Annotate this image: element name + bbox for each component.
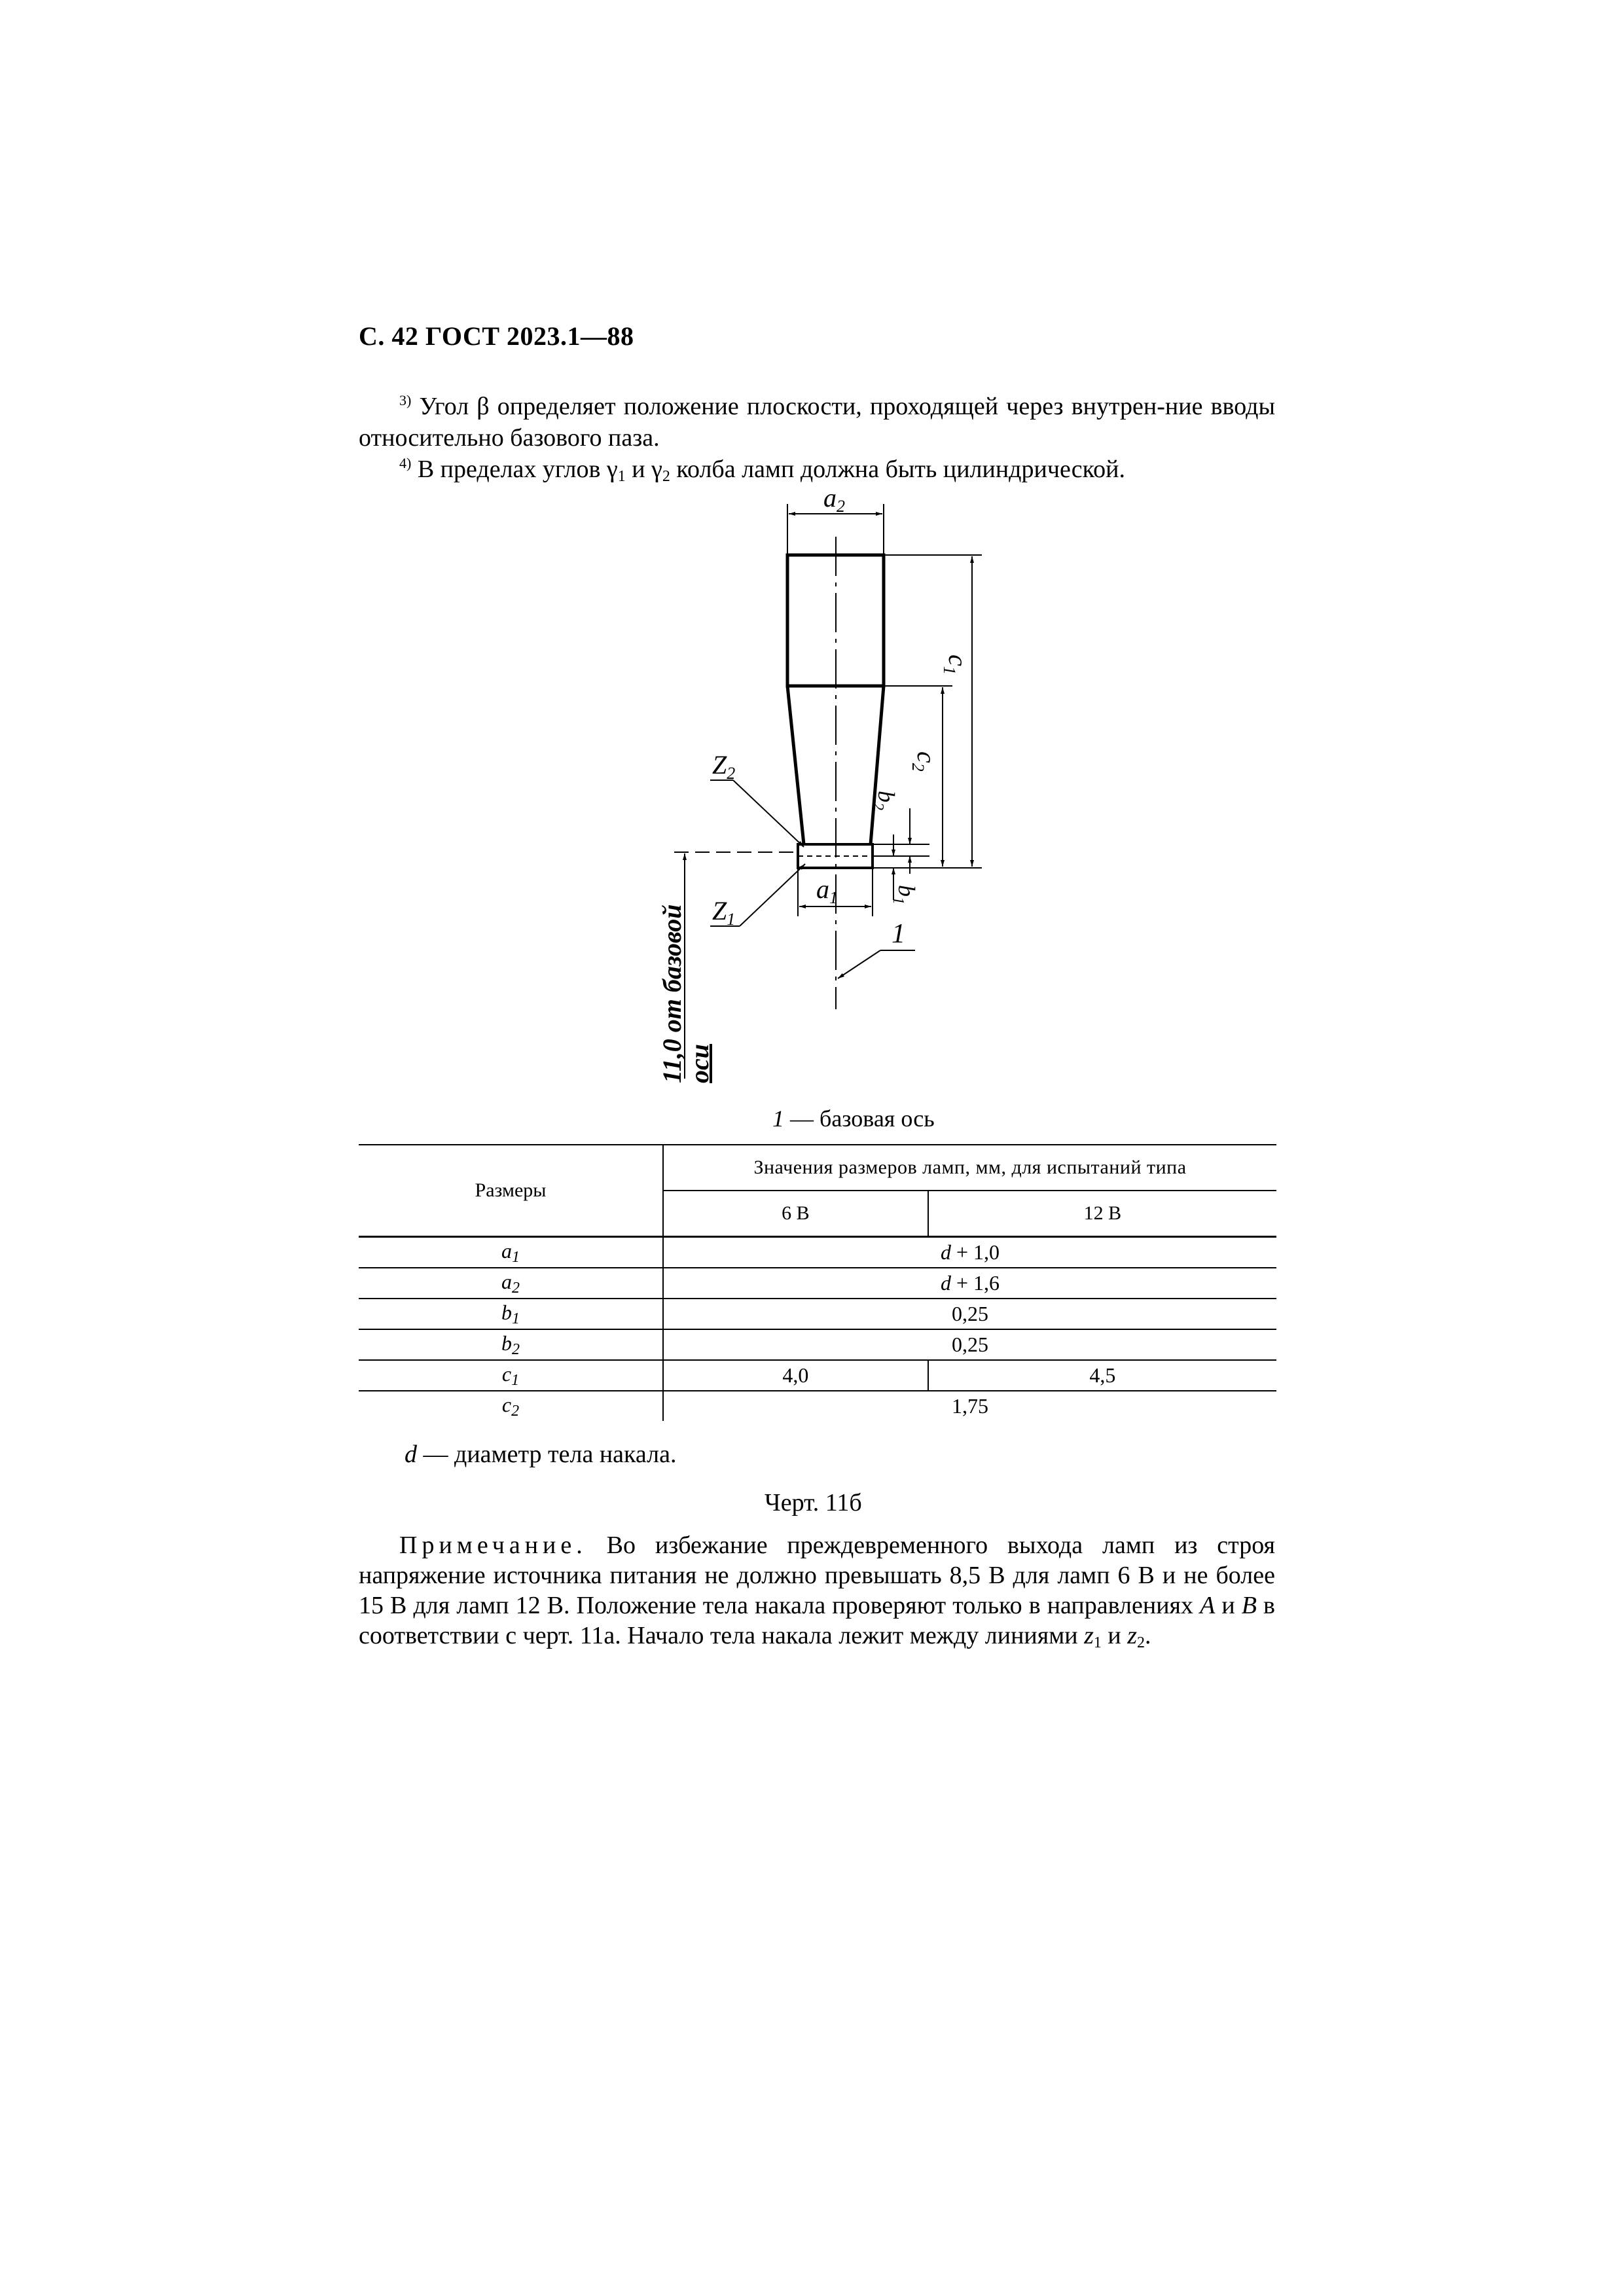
d-definition — [405, 1440, 676, 1469]
row-value-b1: 0,25 — [663, 1299, 1276, 1329]
row-name-a2: $a_2$ — [359, 1268, 663, 1299]
row-name-b2: $b_2$ — [359, 1329, 663, 1360]
z1-label: $Z_1$ — [712, 896, 736, 929]
row-value-c1-6v: 4,0 — [663, 1360, 928, 1391]
row-name-a1: $a_1$ — [359, 1237, 663, 1268]
table-header-12v: 12 В — [928, 1191, 1276, 1237]
d-symbol: d — [405, 1441, 417, 1468]
z2-label: $Z_2$ — [712, 750, 736, 783]
table-header-values: Значения размеров ламп, мм, для испытаний типа — [663, 1145, 1276, 1191]
note-end: . — [1145, 1622, 1151, 1649]
d-text: — диаметр тела накала. — [417, 1441, 677, 1468]
table-row — [359, 1268, 1276, 1299]
offset-label-2: оси — [685, 1044, 714, 1083]
drawing-legend — [772, 1105, 935, 1132]
row-value-a2 — [663, 1268, 1276, 1299]
figure-caption: Черт. 11б — [765, 1489, 862, 1516]
row-name-c1: $c_1$ — [359, 1360, 663, 1391]
b2-label: $b_2$ — [869, 791, 899, 810]
lamp-filament-drawing — [0, 0, 1622, 1113]
note-dir-b: B — [1241, 1592, 1257, 1619]
axis-marker-leader — [838, 950, 880, 978]
a2-label: $a_2$ — [823, 483, 845, 516]
table-row — [359, 1360, 1276, 1391]
offset-label: 11,0 от базовой — [657, 904, 687, 1083]
bulb-taper-right — [871, 686, 884, 844]
footnote-4-text-before: В пределах углов γ — [417, 456, 618, 483]
d-symbol: d — [940, 1240, 951, 1264]
z1-leader — [740, 864, 805, 926]
table-row — [359, 1299, 1276, 1329]
table-row — [359, 1329, 1276, 1360]
dimensions-table — [359, 1144, 1276, 1421]
legend-text: — базовая ось — [784, 1105, 935, 1132]
page-header: С. 42 ГОСТ 2023.1—88 — [359, 321, 634, 351]
footnote-4-sub1: 1 — [617, 468, 626, 485]
bulb-taper-left — [787, 686, 804, 844]
note-z2: z — [1127, 1622, 1138, 1649]
note-and: и — [1215, 1592, 1242, 1619]
value-rest: + 1,6 — [950, 1271, 1000, 1295]
value-rest: + 1,0 — [950, 1240, 1000, 1264]
note-z1-sub: 1 — [1093, 1634, 1102, 1651]
row-name-b1: $b_1$ — [359, 1299, 663, 1329]
footnote-4-sub2: 2 — [662, 468, 670, 485]
note-paragraph — [359, 1530, 1275, 1658]
row-value-c1-12v: 4,5 — [928, 1360, 1276, 1391]
table-row — [359, 1237, 1276, 1268]
row-name-c2: $c_2$ — [359, 1391, 663, 1421]
table-row — [359, 1391, 1276, 1421]
footnote-3-text: Угол β определяет положение плоскости, проходящей через внутрен-ние вводы относительно базового паза. — [359, 393, 1275, 452]
row-value-b2: 0,25 — [663, 1329, 1276, 1360]
note-dir-a: A — [1200, 1592, 1216, 1619]
note-text-2: в соответствии с черт. 11а. Начало тела накала лежит между линиями — [359, 1592, 1276, 1649]
legend-num: 1 — [772, 1105, 784, 1132]
row-value-a1 — [663, 1237, 1276, 1268]
table-header-sizes: Размеры — [359, 1145, 663, 1237]
footnote-4-text-after: колба ламп должна быть цилиндрической. — [670, 456, 1126, 483]
footnote-4-text-mid: и γ — [625, 456, 662, 483]
axis-marker-label: 1 — [892, 919, 905, 949]
note-z2-sub: 2 — [1137, 1634, 1145, 1651]
z2-leader — [733, 780, 804, 847]
b1-label: $b_1$ — [890, 885, 920, 905]
a1-label: $a_1$ — [816, 874, 838, 907]
row-value-c2: 1,75 — [952, 1394, 988, 1418]
d-symbol: d — [940, 1271, 951, 1295]
note-label: Примечание. — [399, 1532, 587, 1559]
c2-label: $c_2$ — [909, 751, 941, 772]
footnote-3-mark: 3) — [399, 392, 412, 408]
note-and-2: и — [1101, 1622, 1128, 1649]
c1-label: $c_1$ — [940, 655, 973, 675]
footnote-4-mark: 4) — [399, 455, 412, 471]
note-z1: z — [1084, 1622, 1094, 1649]
note-text-1: Во избежание преждевременного выхода ламп из строя напряжение источника питания не должно превышать 8,5 В для ламп 6 В и не более 15 В для ламп 12 В. Положение тела накала проверяют только в направлениях — [359, 1532, 1275, 1619]
table-header-6v: 6 В — [663, 1191, 928, 1237]
